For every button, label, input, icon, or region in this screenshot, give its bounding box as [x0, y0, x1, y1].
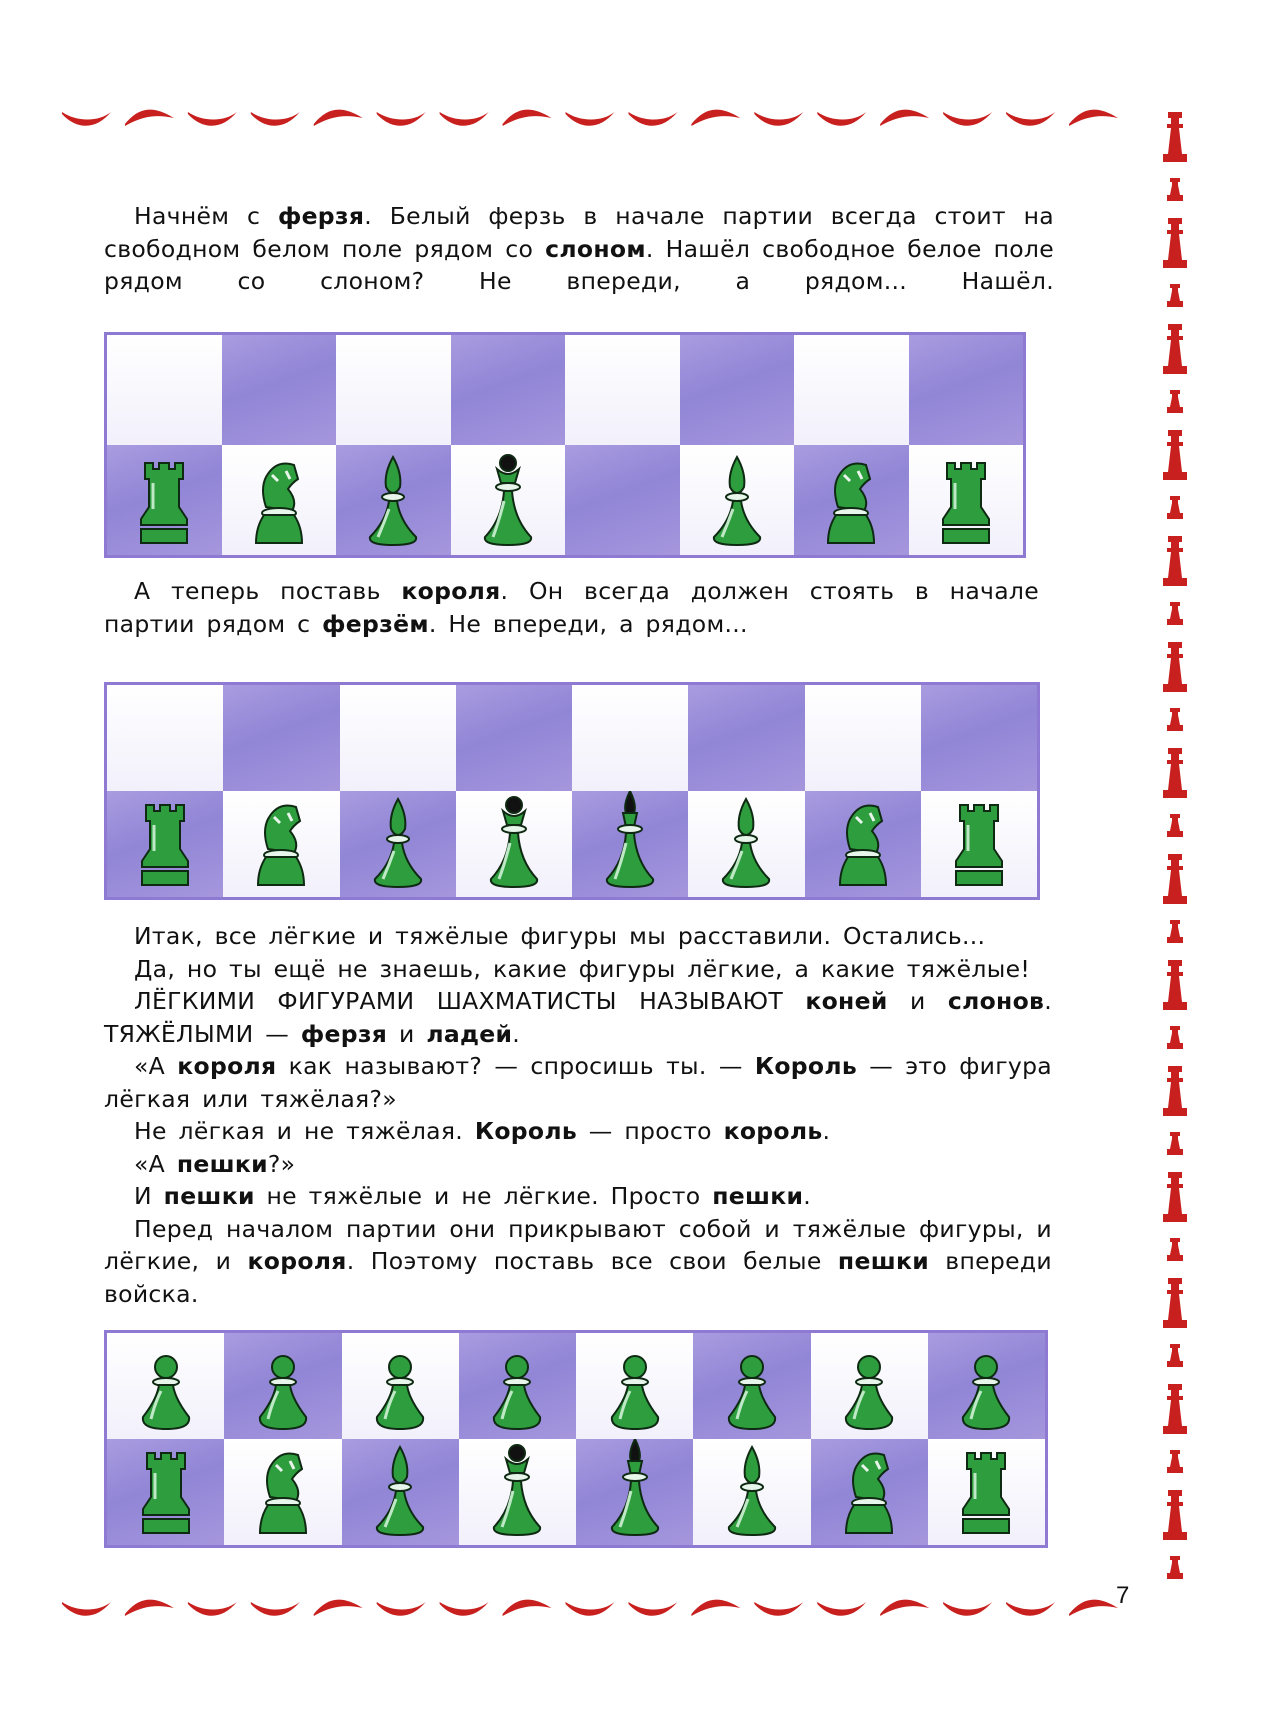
top-wavy-border: [58, 100, 1128, 140]
board-square: [909, 335, 1024, 445]
rook-icon: [1163, 642, 1187, 692]
wave-stroke: [817, 1602, 866, 1616]
knight-icon: [246, 1439, 320, 1539]
pawn-icon: [1167, 920, 1183, 943]
wave-stroke: [754, 1602, 803, 1616]
paragraph-queen: Начнём с ферзя. Белый ферзь в начале партии всегда стоит на свободном белом поле рядом со слоном. Нашёл свободное белое поле рядом со слоном? Не впереди, а рядом... Нашёл.: [104, 202, 1055, 295]
wave-stroke: [691, 110, 740, 126]
pawn-icon: [1167, 708, 1183, 731]
board-square: [909, 445, 1024, 555]
board-square: [223, 791, 339, 897]
board-square: [107, 685, 223, 791]
board-square: [805, 791, 921, 897]
paragraph-king: А теперь поставь короля. Он всегда должен стоять в начале партии рядом с ферзём. Не впереди, а рядом...: [104, 577, 1039, 638]
board-square: [921, 685, 1037, 791]
bishop-icon: [715, 1439, 789, 1539]
paragraph-light-heavy-pieces: [104, 920, 1052, 1310]
king-icon: [593, 791, 667, 891]
wave-stroke: [62, 1602, 111, 1616]
rook-icon: [1163, 1490, 1187, 1540]
wave-stroke: [377, 1602, 426, 1616]
wave-stroke: [188, 1602, 237, 1616]
board-square: [688, 685, 804, 791]
board-square: [680, 335, 795, 445]
rook-icon: [949, 1439, 1023, 1539]
board-square: [224, 1333, 341, 1439]
wave-stroke: [503, 110, 552, 126]
rook-icon: [128, 791, 202, 891]
board-square: [794, 445, 909, 555]
wave-stroke: [1006, 112, 1055, 126]
board-square: [928, 1439, 1045, 1545]
wave-stroke: [566, 1602, 615, 1616]
wave-stroke: [62, 112, 111, 126]
board-square: [336, 445, 451, 555]
board-square: [107, 1333, 224, 1439]
board-square: [693, 1333, 810, 1439]
line-light-heavy-definition: ЛЁГКИМИ ФИГУРАМИ ШАХМАТИСТЫ НАЗЫВАЮТ коней и слонов. ТЯЖЁЛЫМИ — ферзя и ладей.: [104, 987, 1052, 1048]
pawn-icon: [1167, 178, 1183, 201]
rook-icon: [1163, 1172, 1187, 1222]
board-square: [340, 685, 456, 791]
board-square: [693, 1439, 810, 1545]
rook-icon: [1163, 324, 1187, 374]
line-king-answer: Не лёгкая и не тяжёлая. Король — просто король.: [134, 1117, 831, 1145]
side-chess-piece-border: [1150, 110, 1200, 1600]
board-square: [107, 335, 222, 445]
wave-stroke: [1069, 110, 1118, 126]
pawn-icon: [1167, 284, 1183, 307]
rook-icon: [1163, 854, 1187, 904]
queen-icon: [480, 1439, 554, 1539]
wave-stroke: [503, 1600, 552, 1616]
rook-icon: [1163, 112, 1187, 162]
line-pawns-question: «А пешки?»: [134, 1149, 296, 1178]
board-square: [572, 685, 688, 791]
board-square: [342, 1333, 459, 1439]
board-square: [928, 1333, 1045, 1439]
board-square: [224, 1439, 341, 1545]
wave-stroke: [628, 1602, 677, 1616]
bishop-icon: [363, 1439, 437, 1539]
wave-stroke: [188, 112, 237, 126]
pawn-icon: [1167, 1132, 1183, 1155]
page-number: 7: [1116, 1582, 1130, 1609]
wave-stroke: [566, 112, 615, 126]
knight-icon: [244, 791, 318, 891]
board-square: [572, 791, 688, 897]
wave-stroke: [880, 110, 929, 126]
wave-stroke: [125, 110, 174, 126]
wave-stroke: [943, 1602, 992, 1616]
rook-icon: [1163, 1278, 1187, 1328]
pawn-icon: [1167, 814, 1183, 837]
rook-icon: [1163, 1066, 1187, 1116]
board-square: [222, 445, 337, 555]
king-icon: [598, 1439, 672, 1539]
bottom-wavy-border: [58, 1590, 1128, 1630]
line-pawns-answer: И пешки не тяжёлые и не лёгкие. Просто пешки.: [134, 1182, 812, 1210]
board-square: [576, 1333, 693, 1439]
board-square: [794, 335, 909, 445]
pawn-icon: [1167, 1344, 1183, 1367]
board-square: [576, 1439, 693, 1545]
wave-stroke: [377, 112, 426, 126]
board-square: [565, 335, 680, 445]
wave-stroke: [1069, 1600, 1118, 1616]
board-square: [456, 791, 572, 897]
bishop-icon: [709, 791, 783, 891]
board-square: [223, 685, 339, 791]
pawn-icon: [1167, 1026, 1183, 1049]
board-square: [811, 1439, 928, 1545]
board-square: [688, 791, 804, 897]
wave-stroke: [754, 112, 803, 126]
rook-icon: [1163, 748, 1187, 798]
pawn-icon: [949, 1333, 1023, 1433]
rook-icon: [1163, 960, 1187, 1010]
queen-icon: [471, 449, 545, 549]
chessboard-diagram-king: [104, 682, 1040, 900]
board-square: [921, 791, 1037, 897]
pawn-icon: [1167, 1238, 1183, 1261]
pawn-icon: [480, 1333, 554, 1433]
bishop-icon: [361, 791, 435, 891]
rook-icon: [1163, 536, 1187, 586]
board-square: [340, 791, 456, 897]
knight-icon: [832, 1439, 906, 1539]
pawn-icon: [598, 1333, 672, 1433]
chessboard-diagram-queen: [104, 332, 1026, 558]
board-square: [107, 1439, 224, 1545]
bishop-icon: [700, 449, 774, 549]
board-square: [222, 335, 337, 445]
pawn-icon: [129, 1333, 203, 1433]
pawn-icon: [832, 1333, 906, 1433]
board-square: [565, 445, 680, 555]
rook-icon: [127, 449, 201, 549]
knight-icon: [242, 449, 316, 549]
rook-icon: [942, 791, 1016, 891]
board-square: [107, 791, 223, 897]
board-square: [107, 445, 222, 555]
wave-stroke: [125, 1600, 174, 1616]
queen-icon: [477, 791, 551, 891]
board-square: [456, 685, 572, 791]
chessboard-diagram-pawns: [104, 1330, 1048, 1548]
board-square: [680, 445, 795, 555]
knight-icon: [814, 449, 888, 549]
wave-stroke: [1006, 1602, 1055, 1616]
line-placed-pieces: Итак, все лёгкие и тяжёлые фигуры мы расставили. Остались...: [134, 922, 986, 950]
line-light-heavy-question: Да, но ты ещё не знаешь, какие фигуры лёгкие, а какие тяжёлые!: [134, 954, 1031, 983]
wave-stroke: [314, 110, 363, 126]
pawn-icon: [363, 1333, 437, 1433]
board-square: [451, 335, 566, 445]
rook-icon: [1163, 218, 1187, 268]
wave-stroke: [314, 1600, 363, 1616]
board-square: [811, 1333, 928, 1439]
pawn-icon: [715, 1333, 789, 1433]
wave-stroke: [440, 112, 489, 126]
rook-icon: [129, 1439, 203, 1539]
board-square: [459, 1333, 576, 1439]
pawn-icon: [1167, 496, 1183, 519]
board-square: [459, 1439, 576, 1545]
rook-icon: [929, 449, 1003, 549]
pawn-icon: [1167, 390, 1183, 413]
board-square: [336, 335, 451, 445]
wave-stroke: [880, 1600, 929, 1616]
board-square: [451, 445, 566, 555]
board-square: [805, 685, 921, 791]
pawn-icon: [1167, 1556, 1183, 1579]
line-king-question: «А короля как называют? — спросишь ты. — Король — это фигура лёгкая или тяжёлая?»: [104, 1052, 1052, 1113]
knight-icon: [826, 791, 900, 891]
bishop-icon: [356, 449, 430, 549]
pawn-icon: [1167, 602, 1183, 625]
wave-stroke: [691, 1600, 740, 1616]
pawn-icon: [1167, 1450, 1183, 1473]
wave-stroke: [440, 1602, 489, 1616]
wave-stroke: [943, 112, 992, 126]
rook-icon: [1163, 1384, 1187, 1434]
board-square: [342, 1439, 459, 1545]
line-pawns-placement: Перед началом партии они прикрывают собой и тяжёлые фигуры, и лёгкие, и короля. Поэтому поставь все свои белые пешки впереди войска.: [104, 1214, 1052, 1308]
pawn-icon: [246, 1333, 320, 1433]
wave-stroke: [817, 112, 866, 126]
wave-stroke: [251, 112, 300, 126]
wave-stroke: [628, 112, 677, 126]
rook-icon: [1163, 430, 1187, 480]
wave-stroke: [251, 1602, 300, 1616]
